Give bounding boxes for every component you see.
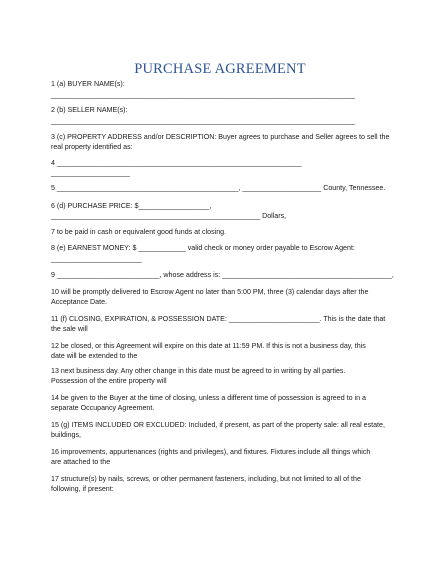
paragraph-13-line-1: 13 next business day. Any other change in this date must be agreed to in writing by all parties. bbox=[51, 367, 346, 375]
property-address-line-2: real property identified as: bbox=[51, 143, 133, 151]
property-line-4-cont: ____________________ bbox=[51, 169, 130, 177]
address-line: 9 __________________________, whose address is: ___________________________________________, bbox=[51, 271, 394, 279]
paragraph-7: 7 to be paid in cash or equivalent good funds at closing. bbox=[51, 228, 227, 236]
items-included-line-1: 15 (g) ITEMS INCLUDED OR EXCLUDED: Included, if present, as part of the property sale: all real estate, bbox=[51, 421, 385, 429]
property-address-line-1: 3 (c) PROPERTY ADDRESS and/or DESCRIPTION: Buyer agrees to purchase and Seller agrees to sell the bbox=[51, 133, 390, 141]
property-line-4: 4 ______________________________________________________________ bbox=[51, 159, 302, 167]
closing-date-line-2: the sale will bbox=[51, 325, 88, 333]
escrow-agent-blank: _______________________ bbox=[51, 255, 142, 263]
buyer-name-label: 1 (a) BUYER NAME(s): bbox=[51, 80, 125, 88]
purchase-price-line: 6 (d) PURCHASE PRICE: $__________________, bbox=[51, 202, 212, 210]
paragraph-12-line-1: 12 be closed, or this Agreement will expire on this date at 11:59 PM. If this is not a business day, this bbox=[51, 342, 366, 350]
dollars-line: _____________________________________________________ Dollars, bbox=[51, 212, 287, 220]
paragraph-12-line-2: date will be extended to the bbox=[51, 352, 138, 360]
paragraph-16-line-1: 16 improvements, appurtenances (rights and privileges), and fixtures. Fixtures include all things which bbox=[51, 448, 371, 456]
paragraph-17-line-1: 17 structure(s) by nails, screws, or other permanent fasteners, including, but not limited to all of the bbox=[51, 475, 361, 483]
closing-date-line-1: 11 (f) CLOSING, EXPIRATION, & POSSESSION DATE: _______________________. This is the date that bbox=[51, 315, 386, 323]
paragraph-17-line-2: following, if present: bbox=[51, 485, 114, 493]
document-title: PURCHASE AGREEMENT bbox=[134, 61, 306, 77]
buyer-name-blank: _____________________________________________________________________________ bbox=[51, 91, 355, 99]
paragraph-10-line-1: 10 will be promptly delivered to Escrow Agent no later than 5:00 PM, three (3) calendar days after the bbox=[51, 288, 369, 296]
paragraph-10-line-2: Acceptance Date. bbox=[51, 298, 107, 306]
paragraph-14-line-1: 14 be given to the Buyer at the time of closing, unless a different time of possession is agreed to in a bbox=[51, 394, 366, 402]
seller-name-blank: _____________________________________________________________________________ bbox=[51, 117, 355, 125]
paragraph-16-line-2: are attached to the bbox=[51, 458, 111, 466]
items-included-line-2: buildings, bbox=[51, 431, 81, 439]
county-line: 5 ______________________________________________, ____________________ County, Tennessee. bbox=[51, 184, 386, 192]
paragraph-14-line-2: separate Occupancy Agreement. bbox=[51, 404, 155, 412]
seller-name-label: 2 (b) SELLER NAME(s): bbox=[51, 106, 128, 114]
paragraph-13-line-2: Possession of the entire property will bbox=[51, 377, 167, 385]
earnest-money-line: 8 (e) EARNEST MONEY: $ ____________ valid check or money order payable to Escrow Agent: bbox=[51, 244, 355, 252]
